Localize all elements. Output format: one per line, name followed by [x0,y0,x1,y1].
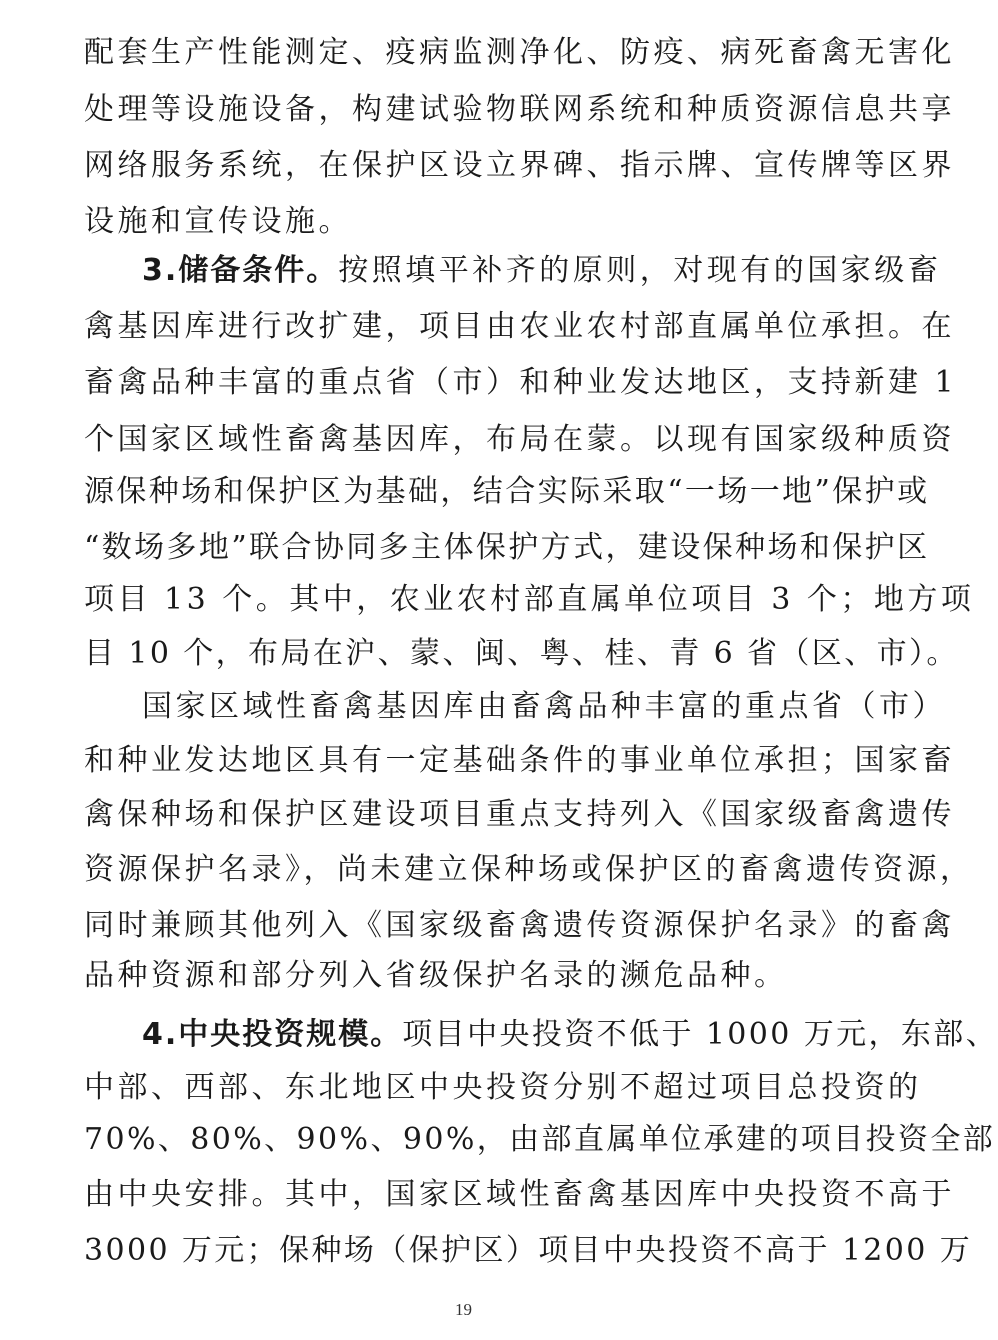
text-line: “数场多地”联合协同多主体保护方式，建设保种场和保护区 [84,530,930,565]
text-line: 禽保种场和保护区建设项目重点支持列入《国家级畜禽遗传 [84,797,955,832]
text-line: 同时兼顾其他列入《国家级畜禽遗传资源保护名录》的畜禽 [84,908,955,943]
page-number: 19 [455,1300,472,1319]
text-line: 3000 万元；保种场（保护区）项目中央投资不高于 1200 万 [84,1233,973,1268]
text-line: 个国家区域性畜禽基因库，布局在蒙。以现有国家级种质资 [84,422,955,457]
text-line: 禽基因库进行改扩建，项目由农业农村部直属单位承担。在 [84,309,955,344]
text-span: 项目中央投资不低于 1000 万元，东部、 [402,1017,998,1052]
text-line: 项目 13 个。其中，农业农村部直属单位项目 3 个；地方项 [84,582,975,617]
text-line: 国家区域性畜禽基因库由畜禽品种丰富的重点省（市） [142,689,946,724]
text-line: 网络服务系统，在保护区设立界碑、指示牌、宣传牌等区界 [84,148,955,183]
text-line: 中部、西部、东北地区中央投资分别不超过项目总投资的 [84,1070,922,1105]
text-line: 配套生产性能测定、疫病监测净化、防疫、病死畜禽无害化 [84,35,955,70]
text-line: 源保种场和保护区为基础，结合实际采取“一场一地”保护或 [84,474,930,509]
text-line: 资源保护名录》，尚未建立保种场或保护区的畜禽遗传资源， [84,852,974,887]
text-line: 和种业发达地区具有一定基础条件的事业单位承担；国家畜 [84,743,955,778]
text-line: 70%、80%、90%、90%，由部直属单位承建的项目投资全部 [84,1122,996,1157]
text-line: 设施和宣传设施。 [84,204,352,239]
text-span: 按照填平补齐的原则，对现有的国家级畜 [338,253,942,288]
text-line: 目 10 个，布局在沪、蒙、闽、粤、桂、青 6 省（区、市）。 [84,636,959,671]
text-line: 处理等设施设备，构建试验物联网系统和种质资源信息共享 [84,92,955,127]
paragraph-line-with-heading [142,1008,998,1062]
section-heading-reserve-conditions: 3.储备条件。 [142,253,339,288]
section-heading-central-investment: 4.中央投资规模。 [142,1017,403,1052]
text-line: 畜禽品种丰富的重点省（市）和种业发达地区，支持新建 1 [84,365,958,400]
text-line: 由中央安排。其中，国家区域性畜禽基因库中央投资不高于 [84,1177,955,1212]
paragraph-line-with-heading [142,244,941,298]
text-line: 品种资源和部分列入省级保护名录的濒危品种。 [84,958,788,993]
